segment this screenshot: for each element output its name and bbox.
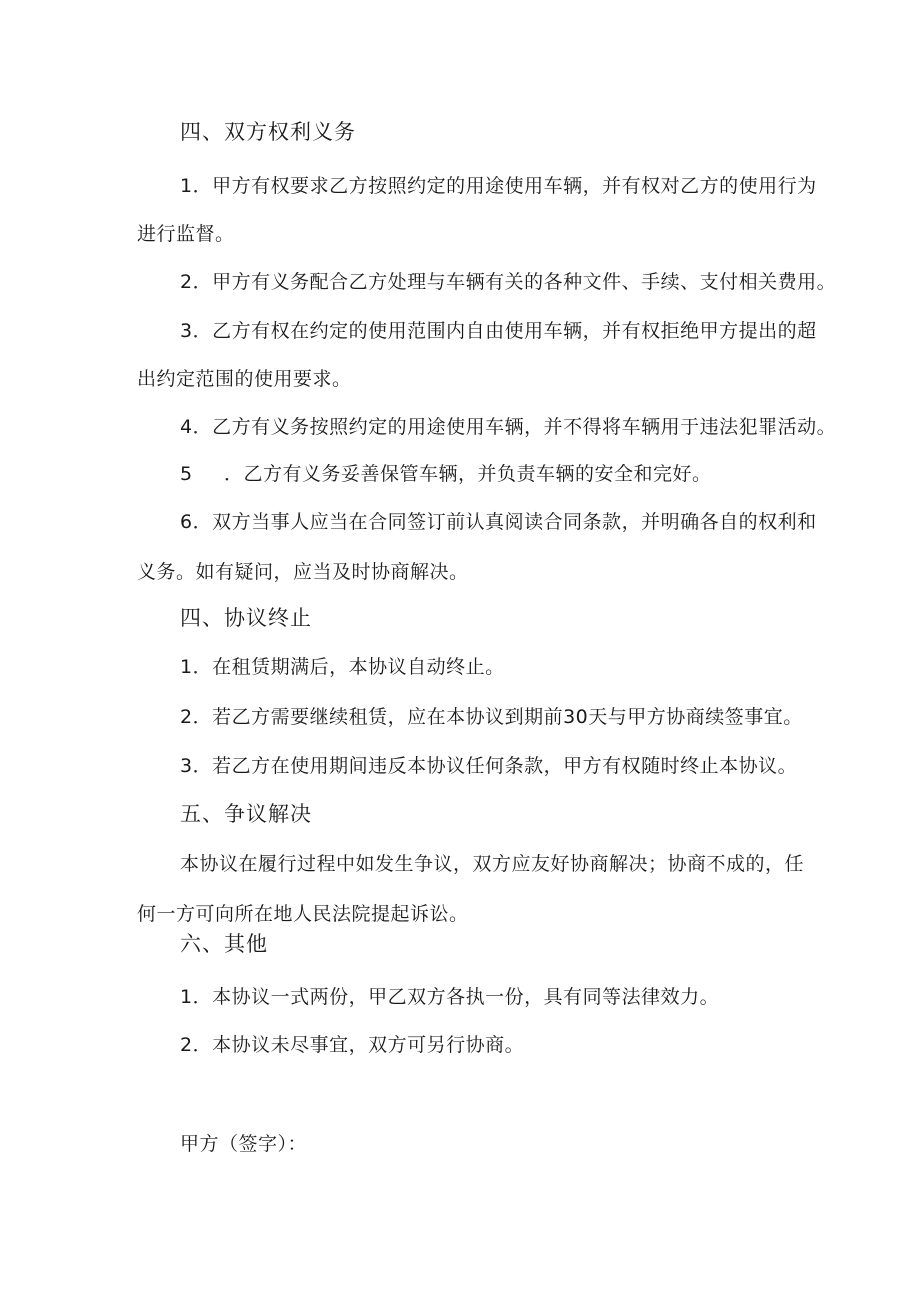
rights-item-3-line-2: 出约定范围的使用要求。	[137, 368, 352, 390]
termination-item-1: 1．在租赁期满后，本协议自动终止。	[180, 656, 505, 678]
rights-item-6-line-1: 6．双方当事人应当在合同签订前认真阅读合同条款，并明确各自的权利和	[180, 511, 817, 533]
termination-item-2: 2．若乙方需要继续租赁，应在本协议到期前30天与甲方协商续签事宜。	[180, 706, 803, 728]
rights-item-5-text: ．乙方有义务妥善保管车辆，并负责车辆的安全和完好。	[224, 463, 712, 485]
rights-item-5-number: 5	[180, 463, 193, 485]
other-item-1: 1．本协议一式两份，甲乙双方各执一份，具有同等法律效力。	[180, 986, 720, 1008]
signature-party-a: 甲方（签字）：	[180, 1133, 308, 1155]
dispute-paragraph-line-1: 本协议在履行过程中如发生争议，双方应友好协商解决；协商不成的，任	[180, 853, 805, 875]
rights-item-4: 4．乙方有义务按照约定的用途使用车辆，并不得将车辆用于违法犯罪活动。	[180, 416, 837, 438]
rights-item-1-line-1: 1．甲方有权要求乙方按照约定的用途使用车辆，并有权对乙方的使用行为	[180, 175, 817, 197]
dispute-paragraph-line-2: 何一方可向所在地人民法院提起诉讼。	[137, 903, 469, 925]
other-item-2: 2．本协议未尽事宜，双方可另行协商。	[180, 1034, 525, 1056]
rights-item-3-line-1: 3．乙方有权在约定的使用范围内自由使用车辆，并有权拒绝甲方提出的超	[180, 320, 817, 342]
section-heading-termination: 四、协议终止	[180, 606, 312, 630]
rights-item-1-line-2: 进行监督。	[137, 223, 235, 245]
section-heading-other: 六、其他	[180, 932, 268, 956]
section-heading-rights: 四、双方权利义务	[180, 120, 356, 144]
rights-item-6-line-2: 义务。如有疑问，应当及时协商解决。	[137, 561, 469, 583]
section-heading-dispute: 五、争议解决	[180, 802, 312, 826]
rights-item-2: 2．甲方有义务配合乙方处理与车辆有关的各种文件、手续、支付相关费用。	[180, 271, 837, 293]
termination-item-3: 3．若乙方在使用期间违反本协议任何条款，甲方有权随时终止本协议。	[180, 755, 798, 777]
